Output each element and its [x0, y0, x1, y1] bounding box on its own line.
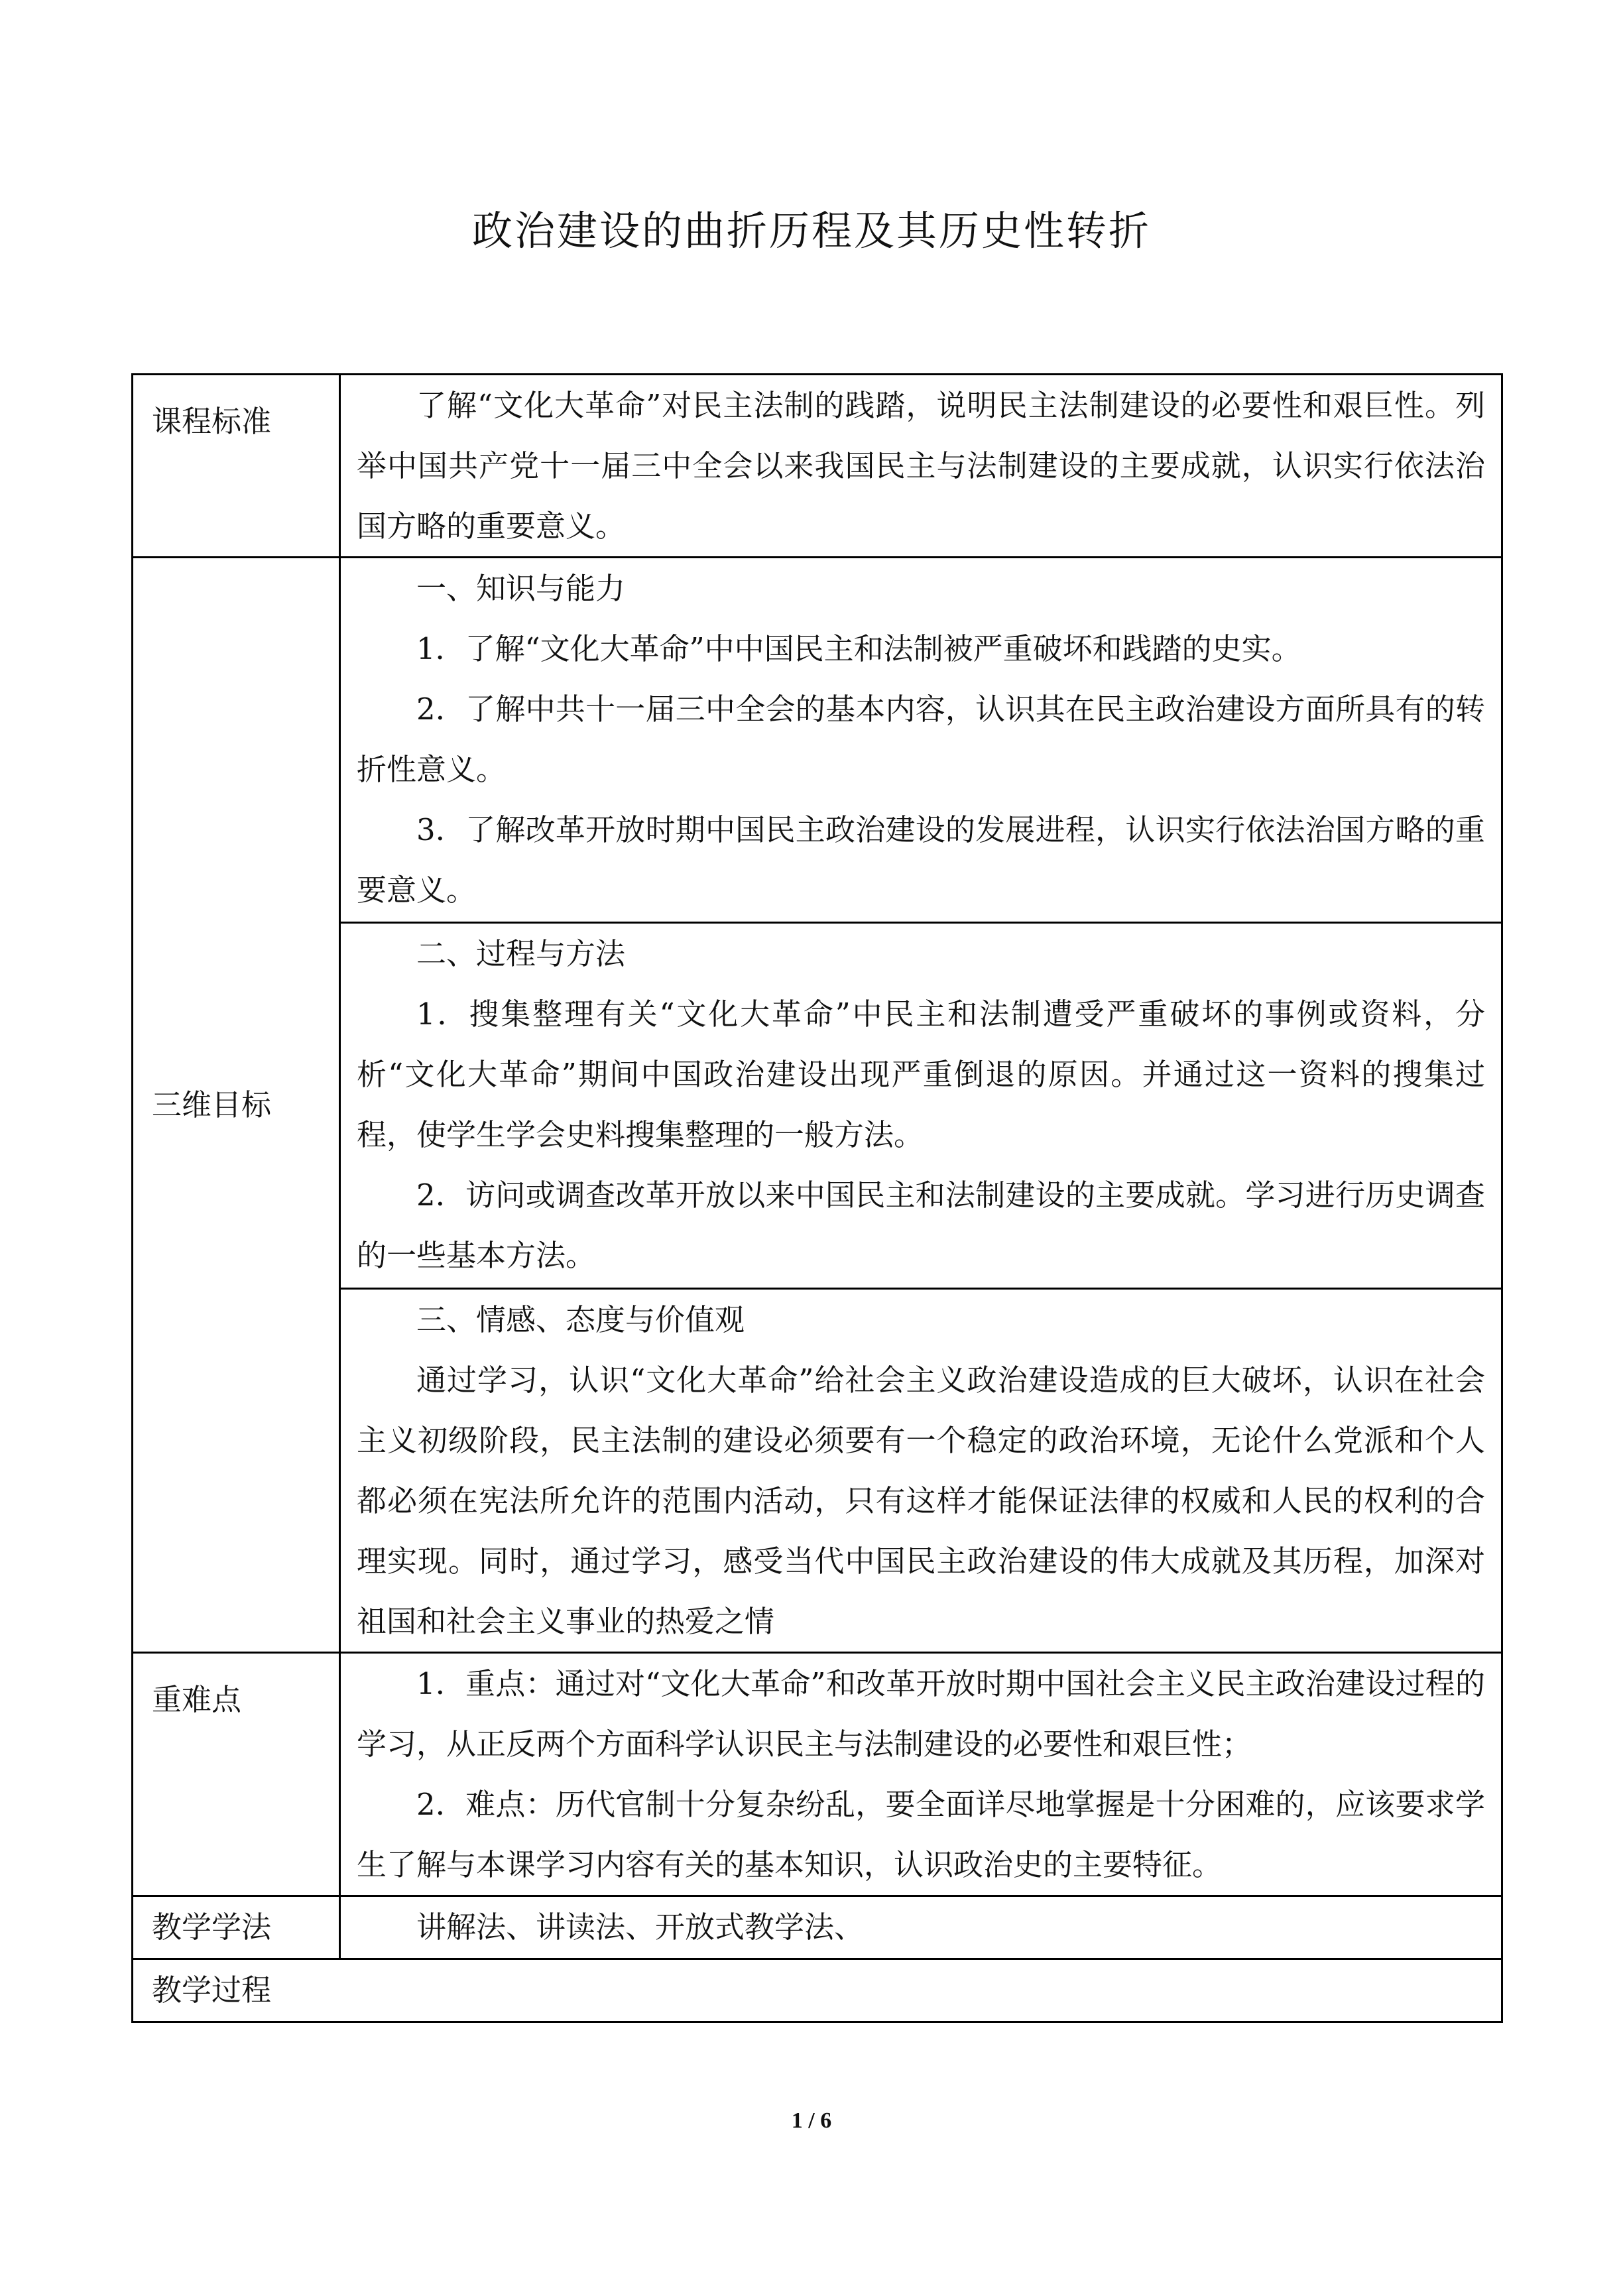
values-heading: 三、情感、态度与价值观	[416, 1302, 745, 1337]
goals-process-cell	[340, 923, 1502, 1289]
standard-text: 了解“文化大革命”对民主法制的践踏，说明民主法制建设的必要性和艰巨性。列举中国共产党十一届三中全会以来我国民主与法制建设的主要成就，认识实行依法治国方略的重要意义。	[357, 388, 1485, 544]
lesson-plan-table	[131, 373, 1503, 2023]
key-point-2: 2．难点：历代官制十分复杂纷乱，要全面详尽地掌握是十分困难的，应该要求学生了解与本课学习内容有关的基本知识，认识政治史的主要特征。	[357, 1787, 1485, 1882]
key-points-cell	[340, 1653, 1502, 1896]
row-label-standard: 课程标准	[133, 375, 340, 558]
page-number: 1 / 6	[791, 2108, 832, 2133]
table-row-process	[133, 1959, 1502, 2022]
knowledge-item-3: 3．了解改革开放时期中国民主政治建设的发展进程，认识实行依法治国方略的重要意义。	[357, 812, 1485, 908]
values-text: 通过学习，认识“文化大革命”给社会主义政治建设造成的巨大破坏，认识在社会主义初级阶段，民主法制的建设必须要有一个稳定的政治环境，无论什么党派和个人都必须在宪法所允许的范围内活动，只有这样才能保证法律的权威和人民的权利的合理实现。同时，通过学习，感受当代中国民主政治建设的伟大成就及其历程，加深对祖国和社会主义事业的热爱之情	[357, 1362, 1485, 1639]
methods-cell	[340, 1896, 1502, 1959]
table-row-goals-knowledge	[133, 558, 1502, 923]
knowledge-item-2: 2．了解中共十一届三中全会的基本内容，认识其在民主政治建设方面所具有的转折性意义。	[357, 692, 1485, 787]
goals-values-cell	[340, 1289, 1502, 1653]
row-label-methods: 教学学法	[133, 1896, 340, 1959]
table-row-key-points	[133, 1653, 1502, 1896]
methods-text: 讲解法、讲读法、开放式教学法、	[416, 1909, 865, 1945]
knowledge-item-1: 1．了解“文化大革命”中中国民主和法制被严重破坏和践踏的史实。	[416, 631, 1301, 666]
page-title: 政治建设的曲折历程及其历史性转折	[471, 208, 1151, 255]
process-heading: 二、过程与方法	[416, 936, 626, 971]
row-label-key-points: 重难点	[133, 1653, 340, 1896]
row-content-standard	[340, 375, 1502, 558]
row-label-process: 教学过程	[133, 1959, 1502, 2022]
goals-knowledge-cell	[340, 558, 1502, 923]
row-label-goals: 三维目标	[133, 558, 340, 1653]
process-item-2: 2．访问或调查改革开放以来中国民主和法制建设的主要成就。学习进行历史调查的一些基本方法。	[357, 1178, 1485, 1273]
knowledge-heading: 一、知识与能力	[416, 571, 626, 606]
table-row-standard	[133, 375, 1502, 558]
key-point-1: 1．重点：通过对“文化大革命”和改革开放时期中国社会主义民主政治建设过程的学习，从正反两个方面科学认识民主与法制建设的必要性和艰巨性；	[357, 1666, 1485, 1762]
table-row-methods	[133, 1896, 1502, 1959]
process-item-1: 1．搜集整理有关“文化大革命”中民主和法制遭受严重破坏的事例或资料，分析“文化大革命”期间中国政治建设出现严重倒退的原因。并通过这一资料的搜集过程，使学生学会史料搜集整理的一般方法。	[357, 997, 1485, 1152]
